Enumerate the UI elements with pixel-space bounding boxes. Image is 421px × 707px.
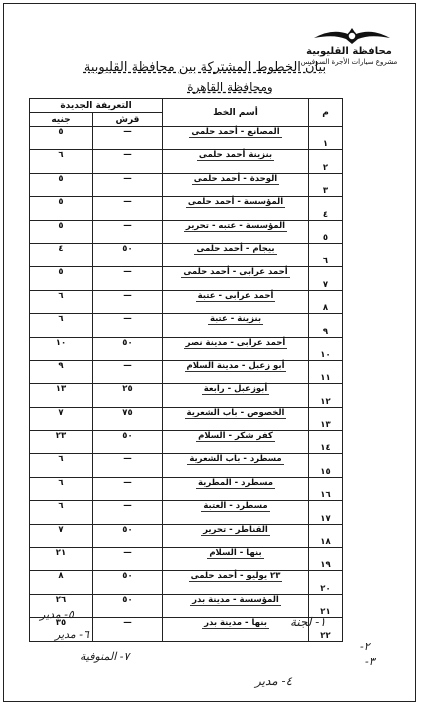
row-number: ٢١ (309, 594, 343, 617)
line-name-text: كفر شكر - السلام (198, 431, 273, 442)
table-row (30, 501, 343, 524)
table-row (30, 548, 343, 571)
row-fare-gunaih: ٢٦ (30, 594, 93, 617)
row-line-name (163, 407, 309, 430)
table-row (30, 477, 343, 500)
line-name-text: بنها - السلام (209, 548, 262, 559)
row-number: ٤ (309, 197, 343, 220)
logo-project-name: مشروع سيارات الأجرة السرفيس (300, 58, 398, 66)
line-name-text: أحمد عرابى - مدينة نصر (185, 337, 286, 348)
table-row (30, 290, 343, 313)
row-fare-qirsh: — (93, 454, 163, 477)
row-number: ١٣ (309, 407, 343, 430)
row-fare-gunaih: ٢٣ (30, 431, 93, 454)
line-name-text: مسطرد - باب الشعرية (189, 454, 282, 465)
document-title: بيان الخطوط المشتركة بين محافظة القليوبية (83, 60, 327, 75)
row-line-name (163, 524, 309, 547)
row-fare-qirsh: ٥٠ (93, 243, 163, 266)
row-line-name (163, 173, 309, 196)
line-name-text: مسطرد - المطرية (197, 477, 273, 488)
row-number: ٢٢ (309, 618, 343, 641)
row-fare-qirsh: — (93, 127, 163, 150)
signature-1: ١- لجنة (290, 615, 326, 629)
row-line-name (163, 360, 309, 383)
header-line-name: أسم الخط (163, 99, 309, 127)
line-name-text: أبوزعبل - رابعة (203, 384, 268, 395)
header-qirsh: قرش (93, 113, 163, 127)
line-name-text: بنزينة أحمد حلمى (198, 150, 273, 161)
row-fare-gunaih: ٦ (30, 477, 93, 500)
row-number: ١٤ (309, 431, 343, 454)
row-line-name (163, 501, 309, 524)
row-line-name (163, 150, 309, 173)
line-name-text: مسطرد - العتبة (203, 501, 268, 512)
row-fare-gunaih: ٦ (30, 454, 93, 477)
header-new-fare: التعريفة الجديدة (30, 99, 163, 113)
row-fare-gunaih: ٥ (30, 267, 93, 290)
row-fare-qirsh: — (93, 618, 163, 641)
line-name-text: المؤسسة - مدينة بدر (192, 594, 279, 605)
row-line-name (163, 548, 309, 571)
row-fare-qirsh: — (93, 360, 163, 383)
row-fare-gunaih: ٦ (30, 314, 93, 337)
row-line-name (163, 220, 309, 243)
line-name-text: المؤسسة - عتبه - تحرير (185, 220, 286, 231)
row-line-name (163, 477, 309, 500)
row-fare-qirsh: — (93, 501, 163, 524)
table-row (30, 431, 343, 454)
table-row (30, 267, 343, 290)
row-line-name (163, 454, 309, 477)
eagle-emblem-icon (312, 24, 392, 46)
table-row (30, 384, 343, 407)
line-name-text: الوحدة - أحمد حلمى (193, 173, 278, 184)
row-fare-gunaih: ٤ (30, 243, 93, 266)
header-gunaih: جنيه (30, 113, 93, 127)
row-fare-qirsh: ٥٠ (93, 594, 163, 617)
row-fare-gunaih: ٦ (30, 150, 93, 173)
row-fare-qirsh: ٥٠ (93, 431, 163, 454)
line-name-text: ٢٣ يوليو - أحمد حلمى (190, 571, 281, 582)
table-row (30, 524, 343, 547)
row-line-name (163, 384, 309, 407)
line-name-text: بنها - مدينة بدر (204, 618, 267, 629)
table-row (30, 407, 343, 430)
row-line-name (163, 243, 309, 266)
row-fare-gunaih: ٦ (30, 290, 93, 313)
row-fare-gunaih: ٣٥ (30, 618, 93, 641)
document-subtitle: ومحافظة القاهرة (187, 80, 273, 94)
row-number: ٨ (309, 290, 343, 313)
header-number: م (309, 99, 343, 127)
signature-5: ٥- مدير (40, 608, 74, 621)
row-fare-qirsh: — (93, 173, 163, 196)
logo-governorate-name: محافظة القليوبية (306, 46, 392, 57)
line-name-text: الخصوص - باب الشعرية (186, 407, 285, 418)
row-fare-qirsh: — (93, 477, 163, 500)
line-name-text: بنزينة - عتبة (209, 314, 262, 325)
signature-7: ٧- المنوفية (80, 650, 130, 663)
row-number: ١٨ (309, 524, 343, 547)
row-fare-qirsh: ٥٠ (93, 571, 163, 594)
signature-3: ٣- (365, 655, 375, 668)
row-fare-qirsh: — (93, 150, 163, 173)
row-fare-qirsh: ٥٠ (93, 524, 163, 547)
signature-2: ٢- (360, 640, 370, 653)
row-fare-gunaih: ٥ (30, 173, 93, 196)
row-number: ٢ (309, 150, 343, 173)
row-fare-gunaih: ١٠ (30, 337, 93, 360)
line-name-text: أبو زعبل - مدينة السلام (186, 360, 285, 371)
row-fare-qirsh: — (93, 548, 163, 571)
line-name-text: أحمد عرابى - أحمد حلمى (183, 267, 288, 278)
row-number: ٦ (309, 243, 343, 266)
row-fare-qirsh: — (93, 197, 163, 220)
table-row (30, 220, 343, 243)
row-fare-gunaih: ٧ (30, 524, 93, 547)
row-line-name (163, 571, 309, 594)
row-fare-gunaih: ٩ (30, 360, 93, 383)
row-line-name (163, 197, 309, 220)
row-fare-gunaih: ٦ (30, 501, 93, 524)
row-fare-gunaih: ٥ (30, 127, 93, 150)
row-line-name (163, 337, 309, 360)
table-row (30, 243, 343, 266)
table-row (30, 127, 343, 150)
table-row (30, 454, 343, 477)
row-number: ١ (309, 127, 343, 150)
row-number: ٢٠ (309, 571, 343, 594)
row-line-name (163, 127, 309, 150)
row-number: ١١ (309, 360, 343, 383)
row-number: ٩ (309, 314, 343, 337)
row-fare-qirsh: — (93, 314, 163, 337)
line-name-text: المؤسسة - أحمد حلمى (187, 197, 284, 208)
line-name-text: أحمد عرابى - عتبة (197, 290, 274, 301)
row-fare-gunaih: ٨ (30, 571, 93, 594)
row-number: ١٧ (309, 501, 343, 524)
row-fare-qirsh: ٢٥ (93, 384, 163, 407)
row-number: ٣ (309, 173, 343, 196)
row-fare-gunaih: ٢١ (30, 548, 93, 571)
row-number: ٧ (309, 267, 343, 290)
row-line-name (163, 431, 309, 454)
table-row (30, 360, 343, 383)
signature-4: ٤- مدير (255, 674, 293, 688)
table-row (30, 150, 343, 173)
table-row (30, 571, 343, 594)
row-line-name (163, 618, 309, 641)
row-number: ١٩ (309, 548, 343, 571)
line-name-text: المصانع - أحمد حلمى (191, 127, 280, 137)
row-fare-qirsh: — (93, 290, 163, 313)
row-fare-gunaih: ٥ (30, 220, 93, 243)
row-fare-qirsh: ٥٠ (93, 337, 163, 360)
signature-6: ٦- مدير (55, 628, 89, 641)
table-row (30, 173, 343, 196)
row-number: ٥ (309, 220, 343, 243)
row-number: ١٦ (309, 477, 343, 500)
row-fare-gunaih: ٧ (30, 407, 93, 430)
line-name-text: بيجام - أحمد حلمى (196, 243, 275, 254)
row-fare-gunaih: ٥ (30, 197, 93, 220)
row-line-name (163, 267, 309, 290)
table-row (30, 314, 343, 337)
line-name-text: القناطر - تحرير (203, 524, 268, 535)
row-number: ١٠ (309, 337, 343, 360)
lines-table (29, 98, 343, 642)
table-row (30, 197, 343, 220)
row-line-name (163, 594, 309, 617)
row-number: ١٥ (309, 454, 343, 477)
row-fare-gunaih: ١٣ (30, 384, 93, 407)
row-fare-qirsh: — (93, 220, 163, 243)
row-line-name (163, 314, 309, 337)
row-line-name (163, 290, 309, 313)
row-fare-qirsh: — (93, 267, 163, 290)
table-row (30, 337, 343, 360)
row-fare-qirsh: ٧٥ (93, 407, 163, 430)
row-number: ١٢ (309, 384, 343, 407)
